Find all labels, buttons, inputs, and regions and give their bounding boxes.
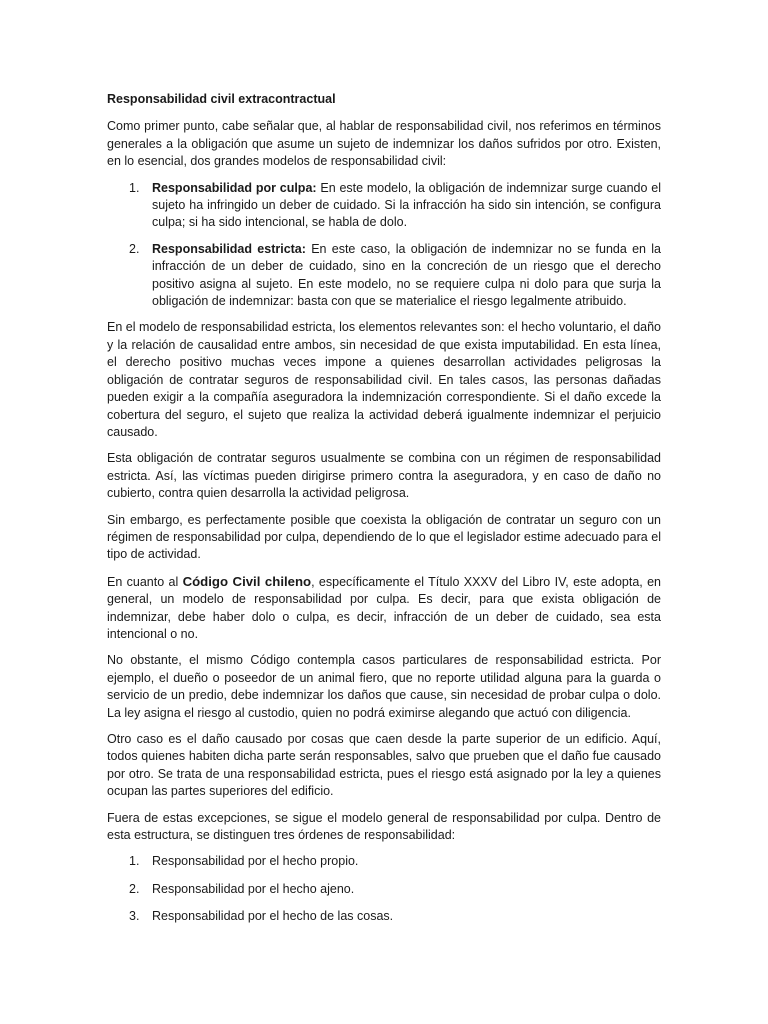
nevertheless-paragraph: No obstante, el mismo Código contempla casos particulares de responsabilidad estricta. Por ejemplo, el dueño o poseedor de un animal fiero, que no reporte utilidad alguna para la guarda o servicio de un predio, debe indemnizar los daños que cause, sin necesidad de probar culpa o dolo. La ley asigna el riesgo al custodio, quien no podrá eximirse alegando que actuó con diligencia. bbox=[107, 653, 661, 720]
list-text: Responsabilidad por el hecho propio. bbox=[152, 854, 359, 869]
list-number: 2. bbox=[129, 241, 140, 256]
list-item bbox=[107, 180, 661, 232]
list-term: Responsabilidad por culpa: bbox=[152, 180, 317, 195]
however-paragraph: Sin embargo, es perfectamente posible que coexista la obligación de contratar un seguro con un régimen de responsabilidad por culpa, dependiendo de lo que el legislador estime adecuado para el tipo de actividad. bbox=[107, 512, 661, 562]
list-term: Responsabilidad estricta: bbox=[152, 241, 306, 256]
list-number: 1. bbox=[129, 180, 140, 195]
document-body bbox=[107, 91, 661, 936]
list-item bbox=[107, 241, 661, 311]
insurance-paragraph: Esta obligación de contratar seguros usualmente se combina con un régimen de responsabilidad estricta. Así, las víctimas pueden dirigirse primero contra la aseguradora, y en caso de daño no cubierto, contra quien desarrolla la actividad peligrosa. bbox=[107, 451, 661, 501]
list-text: En este caso, la obligación de indemnizar no se funda en la infracción de un deber de cuidado, sino en la concreción de un riesgo que el derecho positivo asigna al sujeto. En este modelo, no se requiere culpa ni dolo para que surja la obligación de indemnizar: basta con que se materialice el riesgo legalmente atribuido. bbox=[152, 241, 661, 309]
civil-code-bold: Código Civil chileno bbox=[182, 573, 312, 589]
list-text: En este modelo, la obligación de indemnizar surge cuando el sujeto ha infringido un deber de cuidado. Si la infracción ha sido sin intención, se configura culpa; si ha sido intencional, se habla de dolo. bbox=[152, 180, 661, 230]
exceptions-paragraph: Fuera de estas excepciones, se sigue el modelo general de responsabilidad por culpa. Dentro de esta estructura, se distinguen tres órdenes de responsabilidad: bbox=[107, 810, 661, 843]
strict-liability-paragraph: En el modelo de responsabilidad estricta, los elementos relevantes son: el hecho voluntario, el daño y la relación de causalidad entre ambos, sin necesidad de que exista imputabilidad. En esta línea, el derecho positivo muchas veces impone a quienes desarrollan actividades peligrosas la obligación de contratar seguros de responsabilidad civil. En tales casos, las personas dañadas pueden exigir a la compañía aseguradora la indemnización correspondiente. Si el daño excede la cobertura del seguro, el sujeto que realiza la actividad deberá igualmente indemnizar el perjuicio causado. bbox=[107, 320, 661, 439]
civil-code-text-after: , específicamente el Título XXXV del Libro IV, este adopta, en general, un modelo de responsabilidad por culpa. Es decir, para que exista obligación de indemnizar, debe haber dolo o culpa, es decir, infracción de un deber de cuidado, sea esta intencional o no. bbox=[107, 574, 662, 641]
list-number: 1. bbox=[129, 854, 140, 869]
list-number: 3. bbox=[129, 909, 140, 924]
orders-list bbox=[107, 853, 661, 925]
list-item bbox=[107, 908, 661, 925]
intro-paragraph: Como primer punto, cabe señalar que, al hablar de responsabilidad civil, nos referimos en términos generales a la obligación que asume un sujeto de indemnizar los daños sufridos por otro. Existen, en lo esencial, dos grandes modelos de responsabilidad civil: bbox=[107, 119, 661, 169]
list-text: Responsabilidad por el hecho de las cosas. bbox=[152, 909, 394, 924]
list-text: Responsabilidad por el hecho ajeno. bbox=[152, 881, 355, 896]
document-title: Responsabilidad civil extracontractual bbox=[107, 92, 336, 106]
list-item bbox=[107, 853, 661, 870]
list-item bbox=[107, 881, 661, 898]
list-number: 2. bbox=[129, 881, 140, 896]
civil-code-paragraph bbox=[107, 573, 661, 644]
models-list bbox=[107, 180, 661, 311]
falling-objects-paragraph: Otro caso es el daño causado por cosas que caen desde la parte superior de un edificio. Aquí, todos quienes habiten dicha parte serán responsables, salvo que prueben que el daño fue causado por otro. Se trata de una responsabilidad estricta, pues el riesgo está asignado por la ley a quienes ocupan las partes superiores del edificio. bbox=[107, 732, 661, 799]
civil-code-text-before: En cuanto al bbox=[107, 574, 183, 589]
